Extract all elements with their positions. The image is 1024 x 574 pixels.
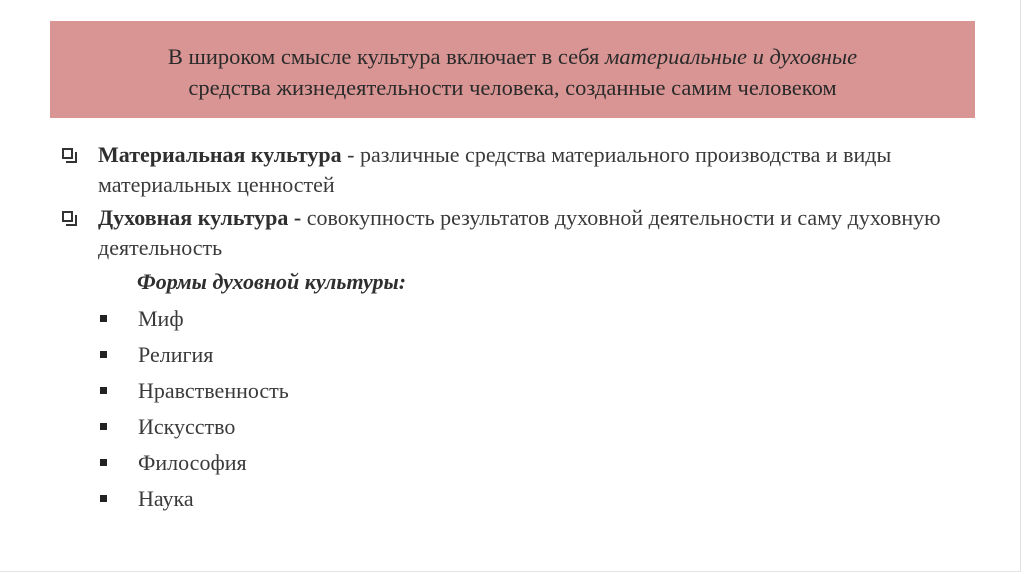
list-item-material-culture — [62, 140, 962, 200]
form-label: Религия — [138, 342, 214, 367]
square-bullet-icon — [100, 387, 107, 394]
form-label: Нравственность — [138, 378, 289, 403]
list-item-spiritual-culture — [62, 203, 962, 263]
checkbox-bullet-icon — [62, 211, 73, 222]
square-bullet-icon — [100, 423, 107, 430]
item-term: Материальная культура — [98, 142, 342, 167]
checkbox-bullet-icon — [62, 148, 73, 159]
square-bullet-icon — [100, 495, 107, 502]
form-label: Миф — [138, 306, 184, 331]
form-label: Наука — [138, 486, 194, 511]
header-text-italic: материальные и духовные — [605, 44, 858, 69]
square-bullet-icon — [100, 459, 107, 466]
header-text-part1: В широком смысле культура включает в себя — [167, 44, 605, 69]
forms-title: Формы духовной культуры: — [137, 269, 407, 294]
item-text — [98, 203, 962, 263]
header-text-part2: средства жизнедеятельности человека, созданные самим человеком — [188, 75, 837, 100]
item-definition: - различные средства материального производства и виды материальных ценностей — [98, 142, 892, 197]
header-banner — [50, 21, 975, 118]
form-label: Философия — [138, 450, 247, 475]
item-text — [98, 140, 962, 200]
item-definition: совокупность результатов духовной деятельности и саму духовную деятельность — [98, 205, 941, 260]
square-bullet-icon — [100, 315, 107, 322]
form-label: Искусство — [138, 414, 236, 439]
square-bullet-icon — [100, 351, 107, 358]
item-term: Духовная культура - — [98, 205, 302, 230]
